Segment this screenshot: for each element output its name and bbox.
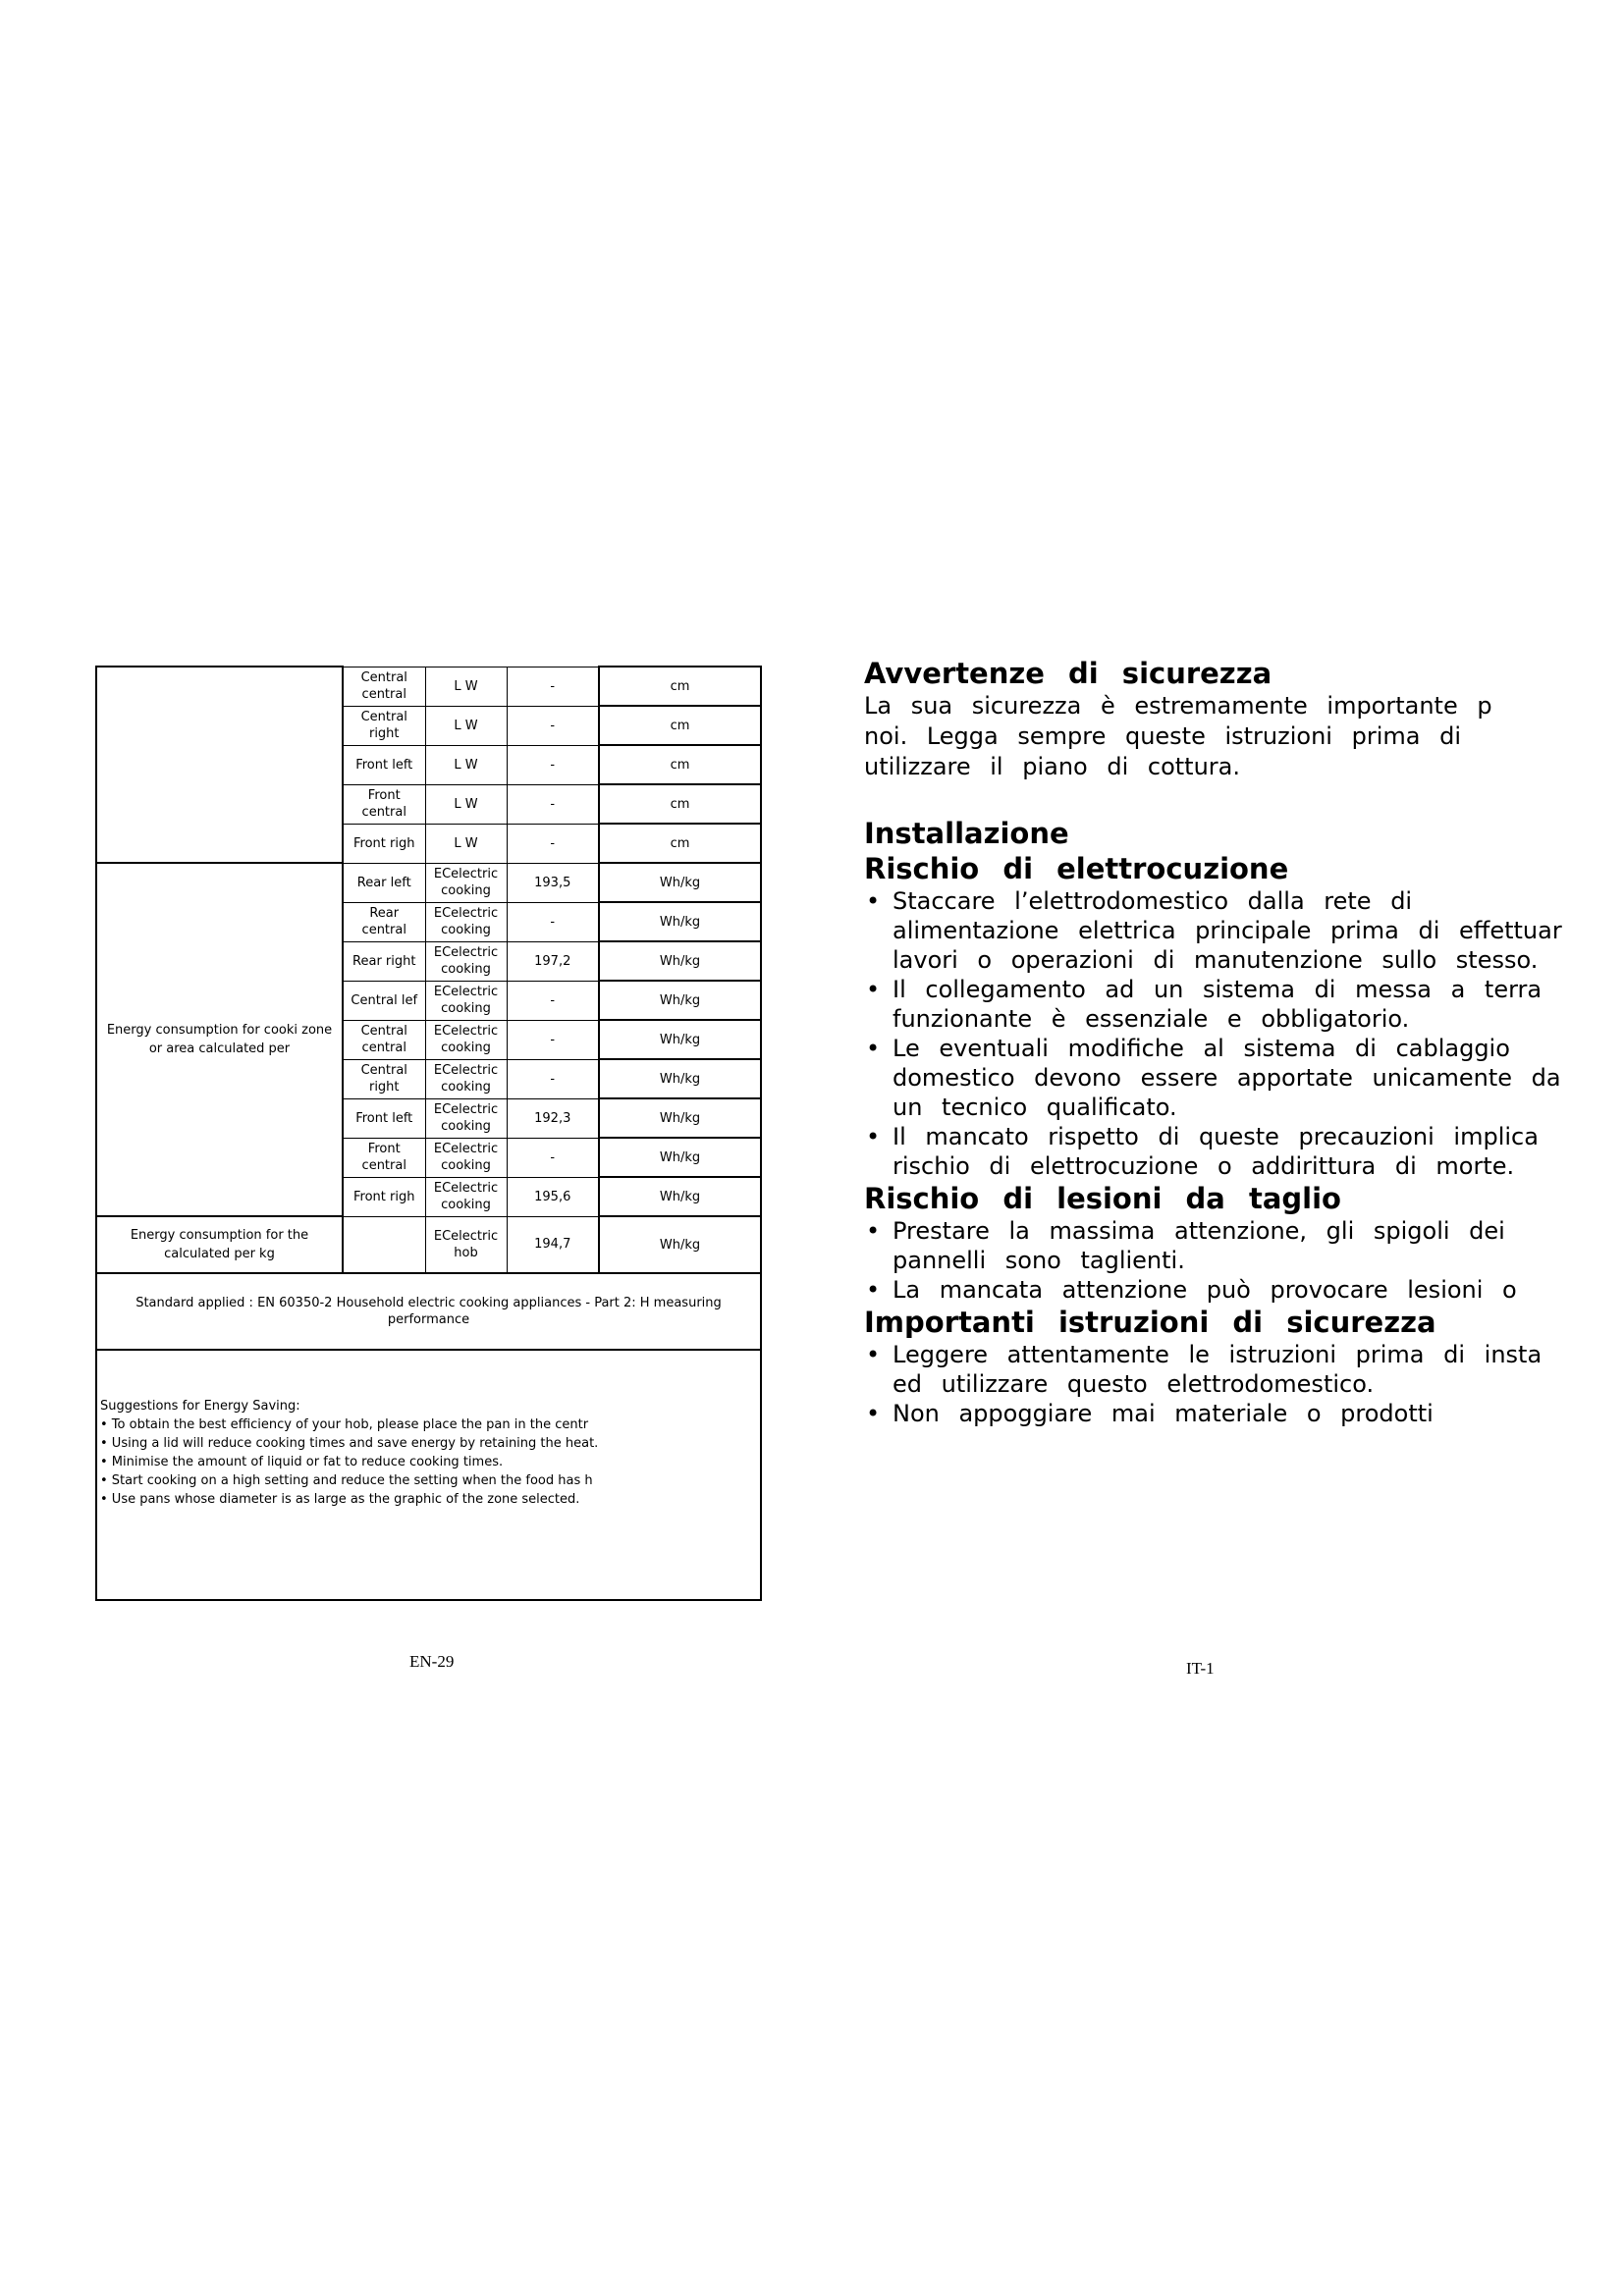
table-row-suggestions [96,1350,761,1600]
unit-cell: Wh/kg [599,941,761,981]
bullet-item [864,886,1591,975]
bullet-item [864,1034,1591,1122]
intro-text [864,691,1591,782]
bullet-line: pannelli sono taglienti. [893,1247,1185,1274]
zone-cell: Central central [343,667,425,706]
symbol-cell: ECelectric cooking [425,1098,507,1138]
value-cell: 197,2 [507,941,599,981]
bullet-line: ed utilizzare questo elettrodomestico. [893,1370,1375,1398]
zone-cell: Front left [343,745,425,784]
value-cell: - [507,981,599,1020]
bullet-line: funzionante è essenziale e obbligatorio. [893,1005,1410,1033]
symbol-cell: L W [425,667,507,706]
intro-line-1: La sua sicurezza è estremamente importante p [864,692,1492,720]
value-cell: - [507,1020,599,1059]
heading-importanti-istruzioni: Importanti istruzioni di sicurezza [864,1306,1436,1339]
zone-cell: Front left [343,1098,425,1138]
bullet-line: • Non appoggiare mai materiale o prodotti [893,1400,1434,1427]
suggestion-item: • Using a lid will reduce cooking times and save energy by retaining the heat. [100,1436,599,1451]
table-row-hob [96,1216,761,1273]
unit-cell: Wh/kg [599,1177,761,1216]
bullet-line: • Il mancato rispetto di queste precauzioni implica [893,1123,1539,1150]
zone-cell: Front central [343,1138,425,1177]
symbol-cell: ECelectric cooking [425,1020,507,1059]
zone-cell [343,1216,425,1273]
zone-cell: Rear central [343,902,425,941]
symbol-cell: ECelectric cooking [425,1177,507,1216]
bullet-item [864,1340,1591,1399]
unit-cell: cm [599,706,761,745]
suggestions-title: Suggestions for Energy Saving: [100,1399,300,1414]
bullet-line: rischio di elettrocuzione o addirittura di morte. [893,1152,1515,1180]
value-cell: 192,3 [507,1098,599,1138]
suggestion-item: • Start cooking on a high setting and reduce the setting when the food has h [100,1473,593,1488]
page-number-it: IT-1 [1186,1659,1215,1678]
table-row [96,667,761,706]
zone-cell: Front central [343,784,425,824]
symbol-cell: ECelectric cooking [425,863,507,902]
bullet-line: • Staccare l’elettrodomestico dalla rete di [893,887,1413,915]
elettrocuzione-list [864,886,1591,1181]
bullet-item [864,975,1591,1034]
symbol-cell: ECelectric cooking [425,1138,507,1177]
unit-cell: Wh/kg [599,1059,761,1098]
hob-energy-label: Energy consumption for the calculated per kg [96,1216,343,1273]
table-row-standard [96,1273,761,1350]
taglio-list [864,1216,1591,1305]
zone-cell: Central lef [343,981,425,1020]
value-cell: 193,5 [507,863,599,902]
energy-saving-suggestions [96,1350,761,1600]
unit-cell: Wh/kg [599,981,761,1020]
table-row [96,863,761,902]
symbol-cell: L W [425,706,507,745]
zone-cell: Front righ [343,1177,425,1216]
suggestion-item: • To obtain the best efficiency of your hob, please place the pan in the centr [100,1417,589,1432]
symbol-cell: L W [425,784,507,824]
unit-cell: cm [599,824,761,863]
symbol-cell: ECelectric cooking [425,941,507,981]
heading-installazione: Installazione [864,817,1069,850]
bullet-item [864,1399,1591,1428]
suggestion-item: • Minimise the amount of liquid or fat to reduce cooking times. [100,1455,504,1469]
empty-label-cell [96,667,343,863]
value-cell: - [507,824,599,863]
bullet-line: • La mancata attenzione può provocare lesioni o [893,1276,1517,1304]
bullet-line: un tecnico qualificato. [893,1094,1177,1121]
value-cell: - [507,784,599,824]
symbol-cell: L W [425,824,507,863]
bullet-line: • Leggere attentamente le istruzioni prima di insta [893,1341,1543,1368]
symbol-cell: ECelectric cooking [425,1059,507,1098]
zone-cell: Central central [343,1020,425,1059]
symbol-cell: ECelectric cooking [425,902,507,941]
istruzioni-list [864,1340,1591,1428]
unit-cell: cm [599,745,761,784]
heading-rischio-taglio: Rischio di lesioni da taglio [864,1182,1341,1215]
unit-cell: Wh/kg [599,1020,761,1059]
value-cell: - [507,667,599,706]
right-page [864,656,1591,1428]
unit-cell: Wh/kg [599,1098,761,1138]
intro-line-2: noi. Legga sempre queste istruzioni prima di [864,722,1461,750]
value-cell: - [507,902,599,941]
zone-cell: Rear right [343,941,425,981]
value-cell: 194,7 [507,1216,599,1273]
zone-cell: Central right [343,706,425,745]
left-page [95,666,760,1671]
value-cell: - [507,1138,599,1177]
intro-line-3: utilizzare il piano di cottura. [864,753,1241,780]
unit-cell: Wh/kg [599,1216,761,1273]
zone-cell: Front righ [343,824,425,863]
standard-applied: Standard applied : EN 60350-2 Household electric cooking appliances - Part 2: H measuring performance [96,1273,761,1350]
energy-consumption-label: Energy consumption for cooki zone or area calculated per [96,863,343,1216]
heading-avvertenze: Avvertenze di sicurezza [864,657,1272,690]
bullet-item [864,1122,1591,1181]
specification-table [95,666,762,1601]
bullet-line: alimentazione elettrica principale prima di effettuar [893,917,1562,944]
value-cell: - [507,1059,599,1098]
unit-cell: cm [599,667,761,706]
unit-cell: Wh/kg [599,863,761,902]
heading-rischio-elettrocuzione: Rischio di elettrocuzione [864,852,1289,885]
value-cell: - [507,706,599,745]
bullet-line: • Prestare la massima attenzione, gli spigoli dei [893,1217,1505,1245]
page-number-en: EN-29 [409,1652,455,1671]
zone-cell: Rear left [343,863,425,902]
value-cell: - [507,745,599,784]
unit-cell: Wh/kg [599,1138,761,1177]
bullet-line: • Le eventuali modifiche al sistema di cablaggio [893,1035,1510,1062]
suggestion-item: • Use pans whose diameter is as large as the graphic of the zone selected. [100,1492,580,1507]
unit-cell: Wh/kg [599,902,761,941]
bullet-item [864,1275,1591,1305]
symbol-cell: ECelectric hob [425,1216,507,1273]
symbol-cell: L W [425,745,507,784]
symbol-cell: ECelectric cooking [425,981,507,1020]
bullet-line: • Il collegamento ad un sistema di messa a terra [893,976,1543,1003]
bullet-item [864,1216,1591,1275]
unit-cell: cm [599,784,761,824]
zone-cell: Central right [343,1059,425,1098]
bullet-line: lavori o operazioni di manutenzione sullo stesso. [893,946,1539,974]
bullet-line: domestico devono essere apportate unicamente da [893,1064,1561,1092]
value-cell: 195,6 [507,1177,599,1216]
